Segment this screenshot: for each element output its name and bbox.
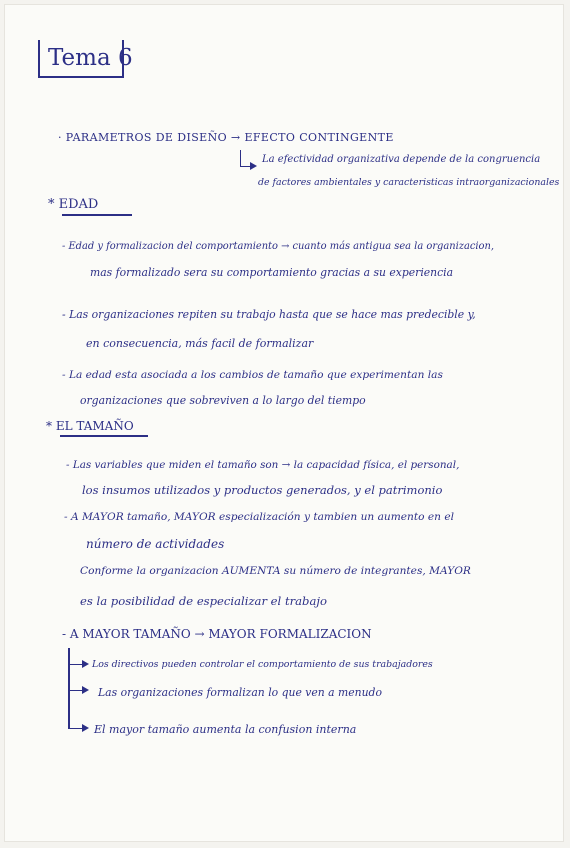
item-3-arrowhead <box>82 724 89 732</box>
item-1-arrowhead <box>82 660 89 668</box>
sub-arrowhead <box>250 162 257 170</box>
tamano-underline <box>60 435 148 437</box>
page-title: Tema 6 <box>48 45 133 71</box>
tamano-heading: * EL TAMAÑO <box>46 419 134 433</box>
item-2-arrowhead <box>82 686 89 694</box>
item-3-hook <box>68 716 82 729</box>
tamano-bullet-1-line-1: - Las variables que miden el tamaño son → la capacidad física, el personal, <box>66 459 460 471</box>
parametros-subline-1: La efectividad organizativa depende de la congruencia <box>262 154 541 165</box>
tamano-bullet-2-line-3: Conforme la organizacion AUMENTA su número de integrantes, MAYOR <box>80 565 471 577</box>
edad-bullet-3-line-1: - La edad esta asociada a los cambios de tamaño que experimentan las <box>62 369 443 381</box>
tamano-bullet-2-line-2: número de actividades <box>86 537 225 551</box>
tamano-bullet-3-heading: - A MAYOR TAMAÑO → MAYOR FORMALIZACION <box>62 627 372 641</box>
edad-bullet-3-line-2: organizaciones que sobreviven a lo largo del tiempo <box>80 394 366 407</box>
tamano-bullet-2-line-4: es la posibilidad de especializar el trabajo <box>80 594 327 608</box>
edad-underline <box>62 214 132 216</box>
edad-bullet-1-line-1: - Edad y formalizacion del comportamiento → cuanto más antigua sea la organizacion, <box>62 241 494 252</box>
tamano-bullet-1-line-2: los insumos utilizados y productos generados, y el patrimonio <box>82 483 443 497</box>
edad-bullet-1-line-2: mas formalizado sera su comportamiento gracias a su experiencia <box>90 266 454 279</box>
tamano-subitem-2: Las organizaciones formalizan lo que ven a menudo <box>98 686 382 699</box>
parametros-heading: · PARAMETROS DE DISEÑO → EFECTO CONTINGENTE <box>58 131 394 144</box>
edad-bullet-2-line-1: - Las organizaciones repiten su trabajo hasta que se hace mas predecible y, <box>62 308 476 321</box>
tamano-bullet-2-line-1: - A MAYOR tamaño, MAYOR especialización y tambien un aumento en el <box>64 511 454 523</box>
edad-bullet-2-line-2: en consecuencia, más facil de formalizar <box>86 337 314 350</box>
tamano-subitem-1: Los directivos pueden controlar el comportamiento de sus trabajadores <box>92 659 433 670</box>
tamano-subitem-3: El mayor tamaño aumenta la confusion interna <box>94 723 357 736</box>
item-1-hook <box>68 652 82 665</box>
edad-heading: * EDAD <box>48 197 99 212</box>
item-2-hook <box>68 678 82 691</box>
parametros-subline-2: de factores ambientales y caracteristicas intraorganizacionales <box>258 177 560 188</box>
